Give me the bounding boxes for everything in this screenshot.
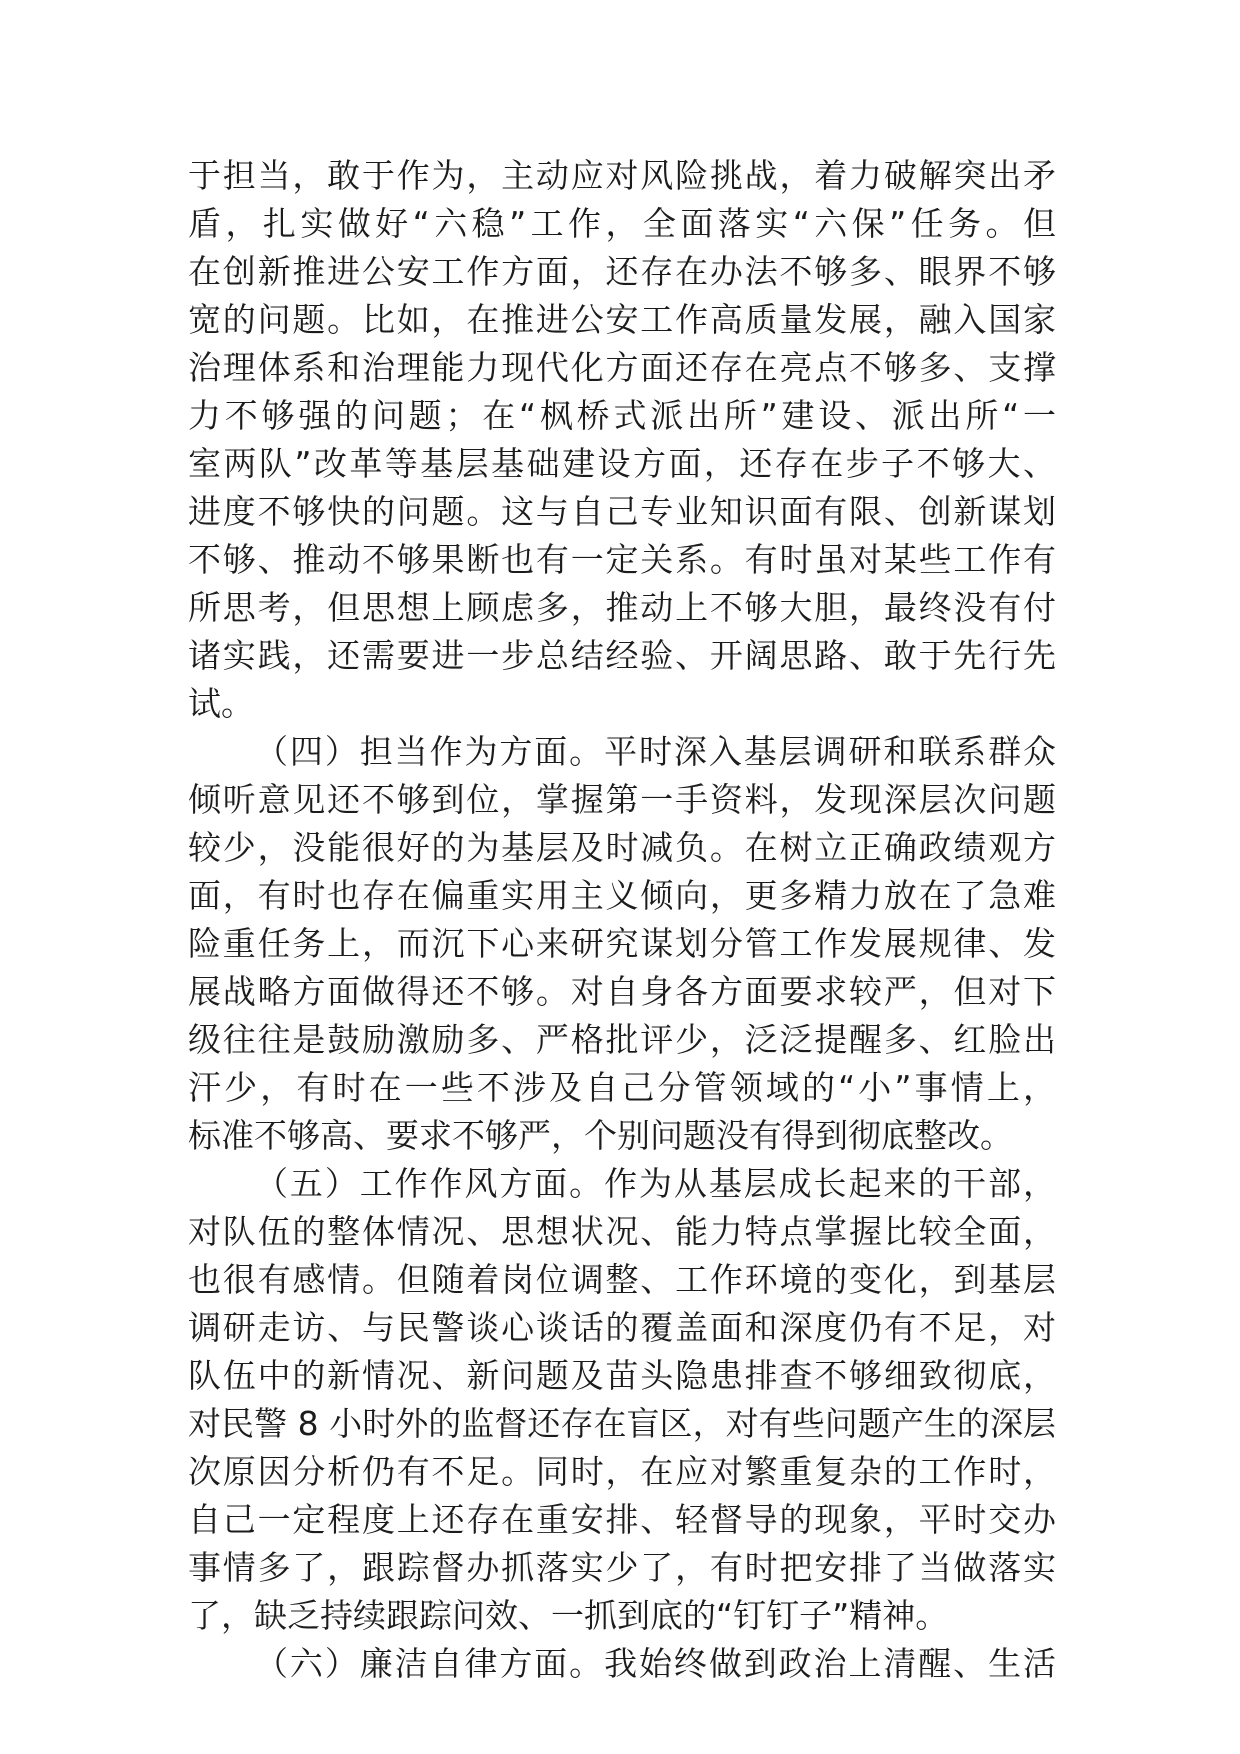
text-line: 了，缺乏持续跟踪问效、一抓到底的“钉钉子”精神。 [188,1596,949,1635]
text-line: 面，有时也存在偏重实用主义倾向，更多精力放在了急难 [188,876,1056,915]
text-line: 盾，扎实做好“六稳”工作，全面落实“六保”任务。但 [188,204,1056,243]
text-line: 力不够强的问题；在“枫桥式派出所”建设、派出所“一 [188,396,1056,435]
text-line: 试。 [188,684,254,723]
text-line: 较少，没能很好的为基层及时减负。在树立正确政绩观方 [188,828,1056,867]
text-line: 所思考，但思想上顾虑多，推动上不够大胆，最终没有付 [188,588,1056,627]
text-line: 于担当，敢于作为，主动应对风险挑战，着力破解突出矛 [188,156,1056,195]
text-line: 也很有感情。但随着岗位调整、工作环境的变化，到基层 [188,1260,1056,1299]
text-line: 进度不够快的问题。这与自己专业知识面有限、创新谋划 [188,492,1056,531]
section-heading-line: （六）廉洁自律方面。我始终做到政治上清醒、生活 [255,1644,1056,1683]
text-line: 次原因分析仍有不足。同时，在应对繁重复杂的工作时， [188,1452,1056,1491]
text-line: 级往往是鼓励激励多、严格批评少，泛泛提醒多、红脸出 [188,1020,1056,1059]
text-line: 诸实践，还需要进一步总结经验、开阔思路、敢于先行先 [188,636,1056,675]
text-line: 事情多了，跟踪督办抓落实少了，有时把安排了当做落实 [188,1548,1056,1587]
text-line: 自己一定程度上还存在重安排、轻督导的现象，平时交办 [188,1500,1056,1539]
text-line: 对民警 8 小时外的监督还存在盲区，对有些问题产生的深层 [188,1404,1056,1443]
text-line: 治理体系和治理能力现代化方面还存在亮点不够多、支撑 [188,348,1056,387]
text-line: 汗少，有时在一些不涉及自己分管领域的“小”事情上， [188,1068,1056,1107]
text-line: 对队伍的整体情况、思想状况、能力特点掌握比较全面， [188,1212,1056,1251]
text-line: 展战略方面做得还不够。对自身各方面要求较严，但对下 [188,972,1056,1011]
section-heading-line: （四）担当作为方面。平时深入基层调研和联系群众 [255,732,1056,771]
text-line: 在创新推进公安工作方面，还存在办法不够多、眼界不够 [188,252,1056,291]
text-line: 不够、推动不够果断也有一定关系。有时虽对某些工作有 [188,540,1056,579]
text-line: 险重任务上，而沉下心来研究谋划分管工作发展规律、发 [188,924,1056,963]
text-line: 队伍中的新情况、新问题及苗头隐患排查不够细致彻底， [188,1356,1056,1395]
text-line: 调研走访、与民警谈心谈话的覆盖面和深度仍有不足，对 [188,1308,1056,1347]
text-line: 倾听意见还不够到位，掌握第一手资料，发现深层次问题 [188,780,1056,819]
section-heading-line: （五）工作作风方面。作为从基层成长起来的干部， [255,1164,1056,1203]
text-line: 宽的问题。比如，在推进公安工作高质量发展，融入国家 [188,300,1056,339]
text-line: 室两队”改革等基层基础建设方面，还存在步子不够大、 [188,444,1056,483]
document-body [188,152,1056,1688]
text-line: 标准不够高、要求不够严，个别问题没有得到彻底整改。 [188,1116,1013,1155]
